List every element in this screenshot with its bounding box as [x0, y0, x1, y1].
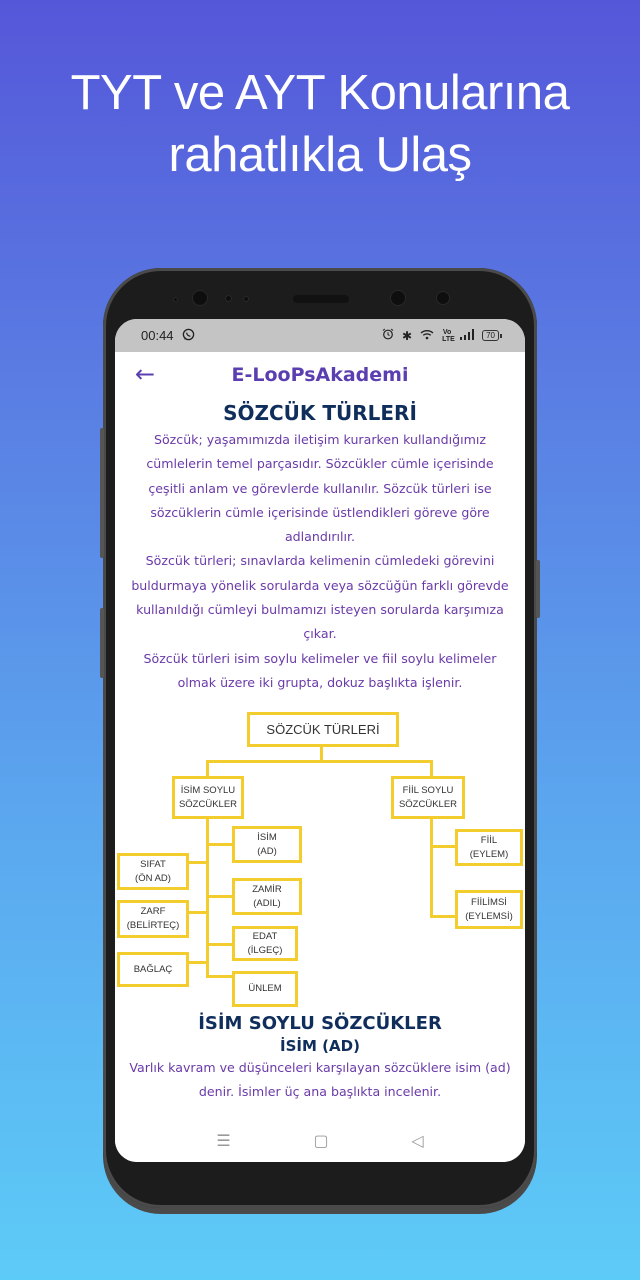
battery-icon: 70 — [482, 330, 499, 341]
bluetooth-icon: ✱ — [402, 328, 413, 343]
diagram-root-label: SÖZCÜK TÜRLERİ — [266, 721, 380, 737]
page-title: SÖZCÜK TÜRLERİ — [223, 401, 417, 425]
sensor-dot — [225, 295, 232, 302]
fiilimsi-box — [455, 890, 523, 929]
promo-headline — [0, 62, 640, 186]
headline-line-2: rahatlıkla Ulaş — [168, 128, 472, 182]
system-nav-bar — [115, 1118, 525, 1162]
volte-icon: Vo LTE — [442, 328, 455, 343]
headline-line-1: TYT ve AYT Konularına — [70, 66, 570, 120]
earpiece-speaker — [293, 295, 349, 303]
fiil-soylu-label: FİİL SOYLU SÖZCÜKLER — [398, 784, 458, 810]
sifat-label: SIFAT (ÖN AD) — [135, 858, 171, 884]
connector — [430, 760, 433, 777]
power-button — [536, 560, 540, 618]
front-camera — [192, 290, 208, 306]
connector — [206, 760, 209, 777]
isim-soylu-label: İSİM SOYLU SÖZCÜKLER — [178, 784, 238, 810]
sifat-box — [117, 853, 189, 890]
connector — [430, 915, 457, 918]
fiil-label: FİİL (EYLEM) — [469, 834, 509, 860]
zarf-label: ZARF (BELİRTEÇ) — [126, 906, 180, 931]
back-arrow-icon[interactable]: ← — [135, 360, 156, 388]
connector — [430, 817, 433, 917]
clock: 00:44 — [141, 328, 174, 343]
exam-paragraph: Sözcük türleri; sınavlarda kelimenin cümledeki görevini buldurmaya yönelik sorularda veya sözcüğün farklı görevde kullanıldığı cümleyi bulmamızı isteyen sorularda karşımıza çıkar. — [131, 553, 509, 642]
connector — [206, 895, 233, 898]
section-title: İSİM SOYLU SÖZCÜKLER — [198, 1013, 442, 1034]
home-button[interactable]: ▢ — [313, 1130, 329, 1150]
connector — [206, 760, 433, 763]
app-bar — [115, 352, 525, 398]
zarf-box — [117, 900, 189, 938]
unlem-box — [232, 971, 298, 1007]
status-bar — [115, 319, 525, 352]
intro-paragraph: Sözcük; yaşamımızda iletişim kurarken kullandığımız cümlelerin temel parçasıdır. Sözcükler cümle içerisinde çeşitli anlam ve görevlerde kullanılır. Sözcük türleri ise sözcüklerin cümle içerisinde üstlendikleri göreve göre adlandırılır. — [146, 432, 494, 545]
back-button[interactable]: ◁ — [411, 1130, 424, 1150]
baglac-label: BAĞLAÇ — [133, 963, 173, 975]
subsection-title: İSİM (AD) — [280, 1037, 360, 1055]
front-camera-2 — [390, 290, 406, 306]
recents-button[interactable]: ☰ — [216, 1130, 231, 1150]
sensor-dot — [173, 297, 178, 302]
fiil-box — [455, 829, 523, 866]
front-camera-3 — [436, 291, 450, 305]
connector — [187, 911, 208, 914]
isim-paragraph: Varlık kavram ve düşünceleri karşılayan sözcüklere isim (ad) denir. İsimler üç ana başlıkta incelenir. — [129, 1060, 511, 1100]
connector — [430, 845, 457, 848]
zamir-label: ZAMİR (ADIL) — [252, 883, 282, 909]
zamir-box — [232, 878, 302, 915]
connector — [206, 943, 233, 946]
unlem-label: ÜNLEM — [248, 983, 282, 994]
groups-paragraph: Sözcük türleri isim soylu kelimeler ve fiil soylu kelimeler olmak üzere iki grupta, dokuz başlıkta işlenir. — [143, 650, 497, 690]
signal-icon — [460, 328, 474, 343]
connector — [187, 961, 208, 964]
wifi-icon — [420, 328, 434, 343]
whatsapp-icon — [182, 328, 195, 344]
alarm-icon — [382, 328, 394, 343]
isim-box — [232, 826, 302, 863]
phone-screen — [115, 319, 525, 1162]
edat-label: EDAT (İLGEÇ) — [247, 930, 283, 956]
isim-section — [115, 1012, 525, 1105]
word-types-diagram — [115, 709, 525, 1009]
edat-box — [232, 926, 298, 961]
isim-label: İSİM (AD) — [257, 831, 277, 857]
baglac-box — [117, 952, 189, 987]
volume-button — [100, 428, 104, 558]
diagram-root-box — [247, 712, 399, 747]
connector — [206, 843, 233, 846]
sensor-dot — [243, 296, 249, 302]
connector — [187, 861, 208, 864]
connector — [206, 975, 233, 978]
app-title: E-LooPsAkademi — [231, 364, 409, 386]
fiilimsi-label: FİİLİMSİ (EYLEMSİ) — [465, 896, 513, 922]
isim-soylu-box — [172, 776, 244, 819]
fiil-soylu-box — [391, 776, 465, 819]
power-button-left — [100, 608, 104, 678]
